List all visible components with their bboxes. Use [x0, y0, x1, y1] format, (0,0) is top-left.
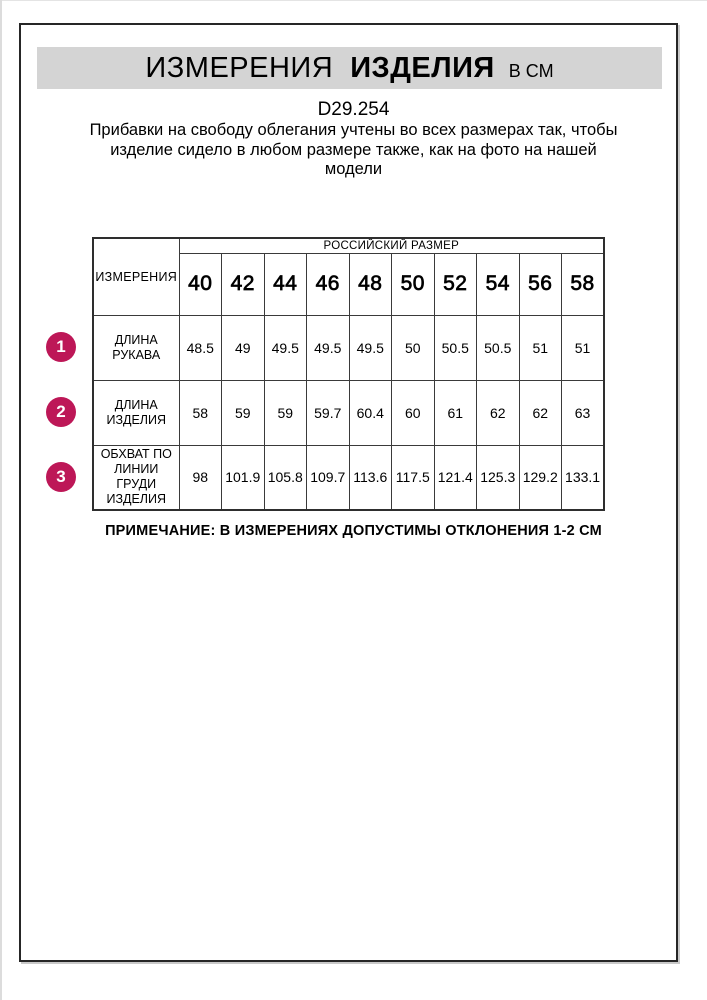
size-header-44: 44: [264, 253, 307, 315]
value-cell: 101.9: [222, 445, 265, 510]
product-code: D29.254: [317, 99, 390, 120]
row-marker-3: 3: [46, 462, 76, 492]
value-cell: 59: [264, 380, 307, 445]
value-cell: 59.7: [307, 380, 350, 445]
value-cell: 133.1: [562, 445, 605, 510]
title-units-label: В СМ: [508, 61, 554, 81]
group-header-row: [93, 238, 604, 253]
size-header-58: 58: [562, 253, 605, 315]
value-cell: 50.5: [477, 315, 520, 380]
table-row: [93, 445, 604, 510]
size-header-42: 42: [222, 253, 265, 315]
value-cell: 60: [392, 380, 435, 445]
value-cell: 129.2: [519, 445, 562, 510]
value-cell: 60.4: [349, 380, 392, 445]
size-header-46: 46: [307, 253, 350, 315]
value-cell: 113.6: [349, 445, 392, 510]
value-cell: 125.3: [477, 445, 520, 510]
value-cell: 51: [519, 315, 562, 380]
row-label: ДЛИНА ИЗДЕЛИЯ: [93, 380, 179, 445]
table-row: [93, 315, 604, 380]
title-bar: [37, 47, 662, 89]
size-header-52: 52: [434, 253, 477, 315]
value-cell: 105.8: [264, 445, 307, 510]
value-cell: 58: [179, 380, 222, 445]
value-cell: 109.7: [307, 445, 350, 510]
value-cell: 50: [392, 315, 435, 380]
value-cell: 51: [562, 315, 605, 380]
value-cell: 61: [434, 380, 477, 445]
row-marker-2: 2: [46, 397, 76, 427]
note-text: ПРИМЕЧАНИЕ: В ИЗМЕРЕНИЯХ ДОПУСТИМЫ ОТКЛОНЕНИЯ 1-2 СМ: [105, 523, 602, 539]
row-label: ОБХВАТ ПО ЛИНИИ ГРУДИ ИЗДЕЛИЯ: [93, 445, 179, 510]
value-cell: 98: [179, 445, 222, 510]
size-header-40: 40: [179, 253, 222, 315]
size-header-54: 54: [477, 253, 520, 315]
value-cell: 49.5: [307, 315, 350, 380]
value-cell: 49.5: [349, 315, 392, 380]
size-table: [92, 237, 605, 511]
row-label: ДЛИНА РУКАВА: [93, 315, 179, 380]
size-header-56: 56: [519, 253, 562, 315]
value-cell: 62: [477, 380, 520, 445]
table-row: [93, 380, 604, 445]
value-cell: 63: [562, 380, 605, 445]
value-cell: 121.4: [434, 445, 477, 510]
value-cell: 117.5: [392, 445, 435, 510]
russian-size-header: РОССИЙСКИЙ РАЗМЕР: [179, 238, 604, 253]
value-cell: 59: [222, 380, 265, 445]
size-header-50: 50: [392, 253, 435, 315]
title-word-measurements: ИЗМЕРЕНИЯ: [145, 52, 334, 84]
value-cell: 62: [519, 380, 562, 445]
fit-description: Прибавки на свободу облегания учтены во всех размерах так, чтобы изделие сидело в любом размере также, как на фото на нашей модели: [89, 121, 618, 178]
value-cell: 49: [222, 315, 265, 380]
value-cell: 50.5: [434, 315, 477, 380]
value-cell: 49.5: [264, 315, 307, 380]
title-word-product: ИЗДЕЛИЯ: [350, 52, 495, 84]
size-header-48: 48: [349, 253, 392, 315]
value-cell: 48.5: [179, 315, 222, 380]
page-edge-left: [0, 0, 2, 1000]
measurements-column-header: ИЗМЕРЕНИЯ: [93, 238, 179, 315]
row-marker-1: 1: [46, 332, 76, 362]
page-edge-top: [0, 0, 707, 1]
